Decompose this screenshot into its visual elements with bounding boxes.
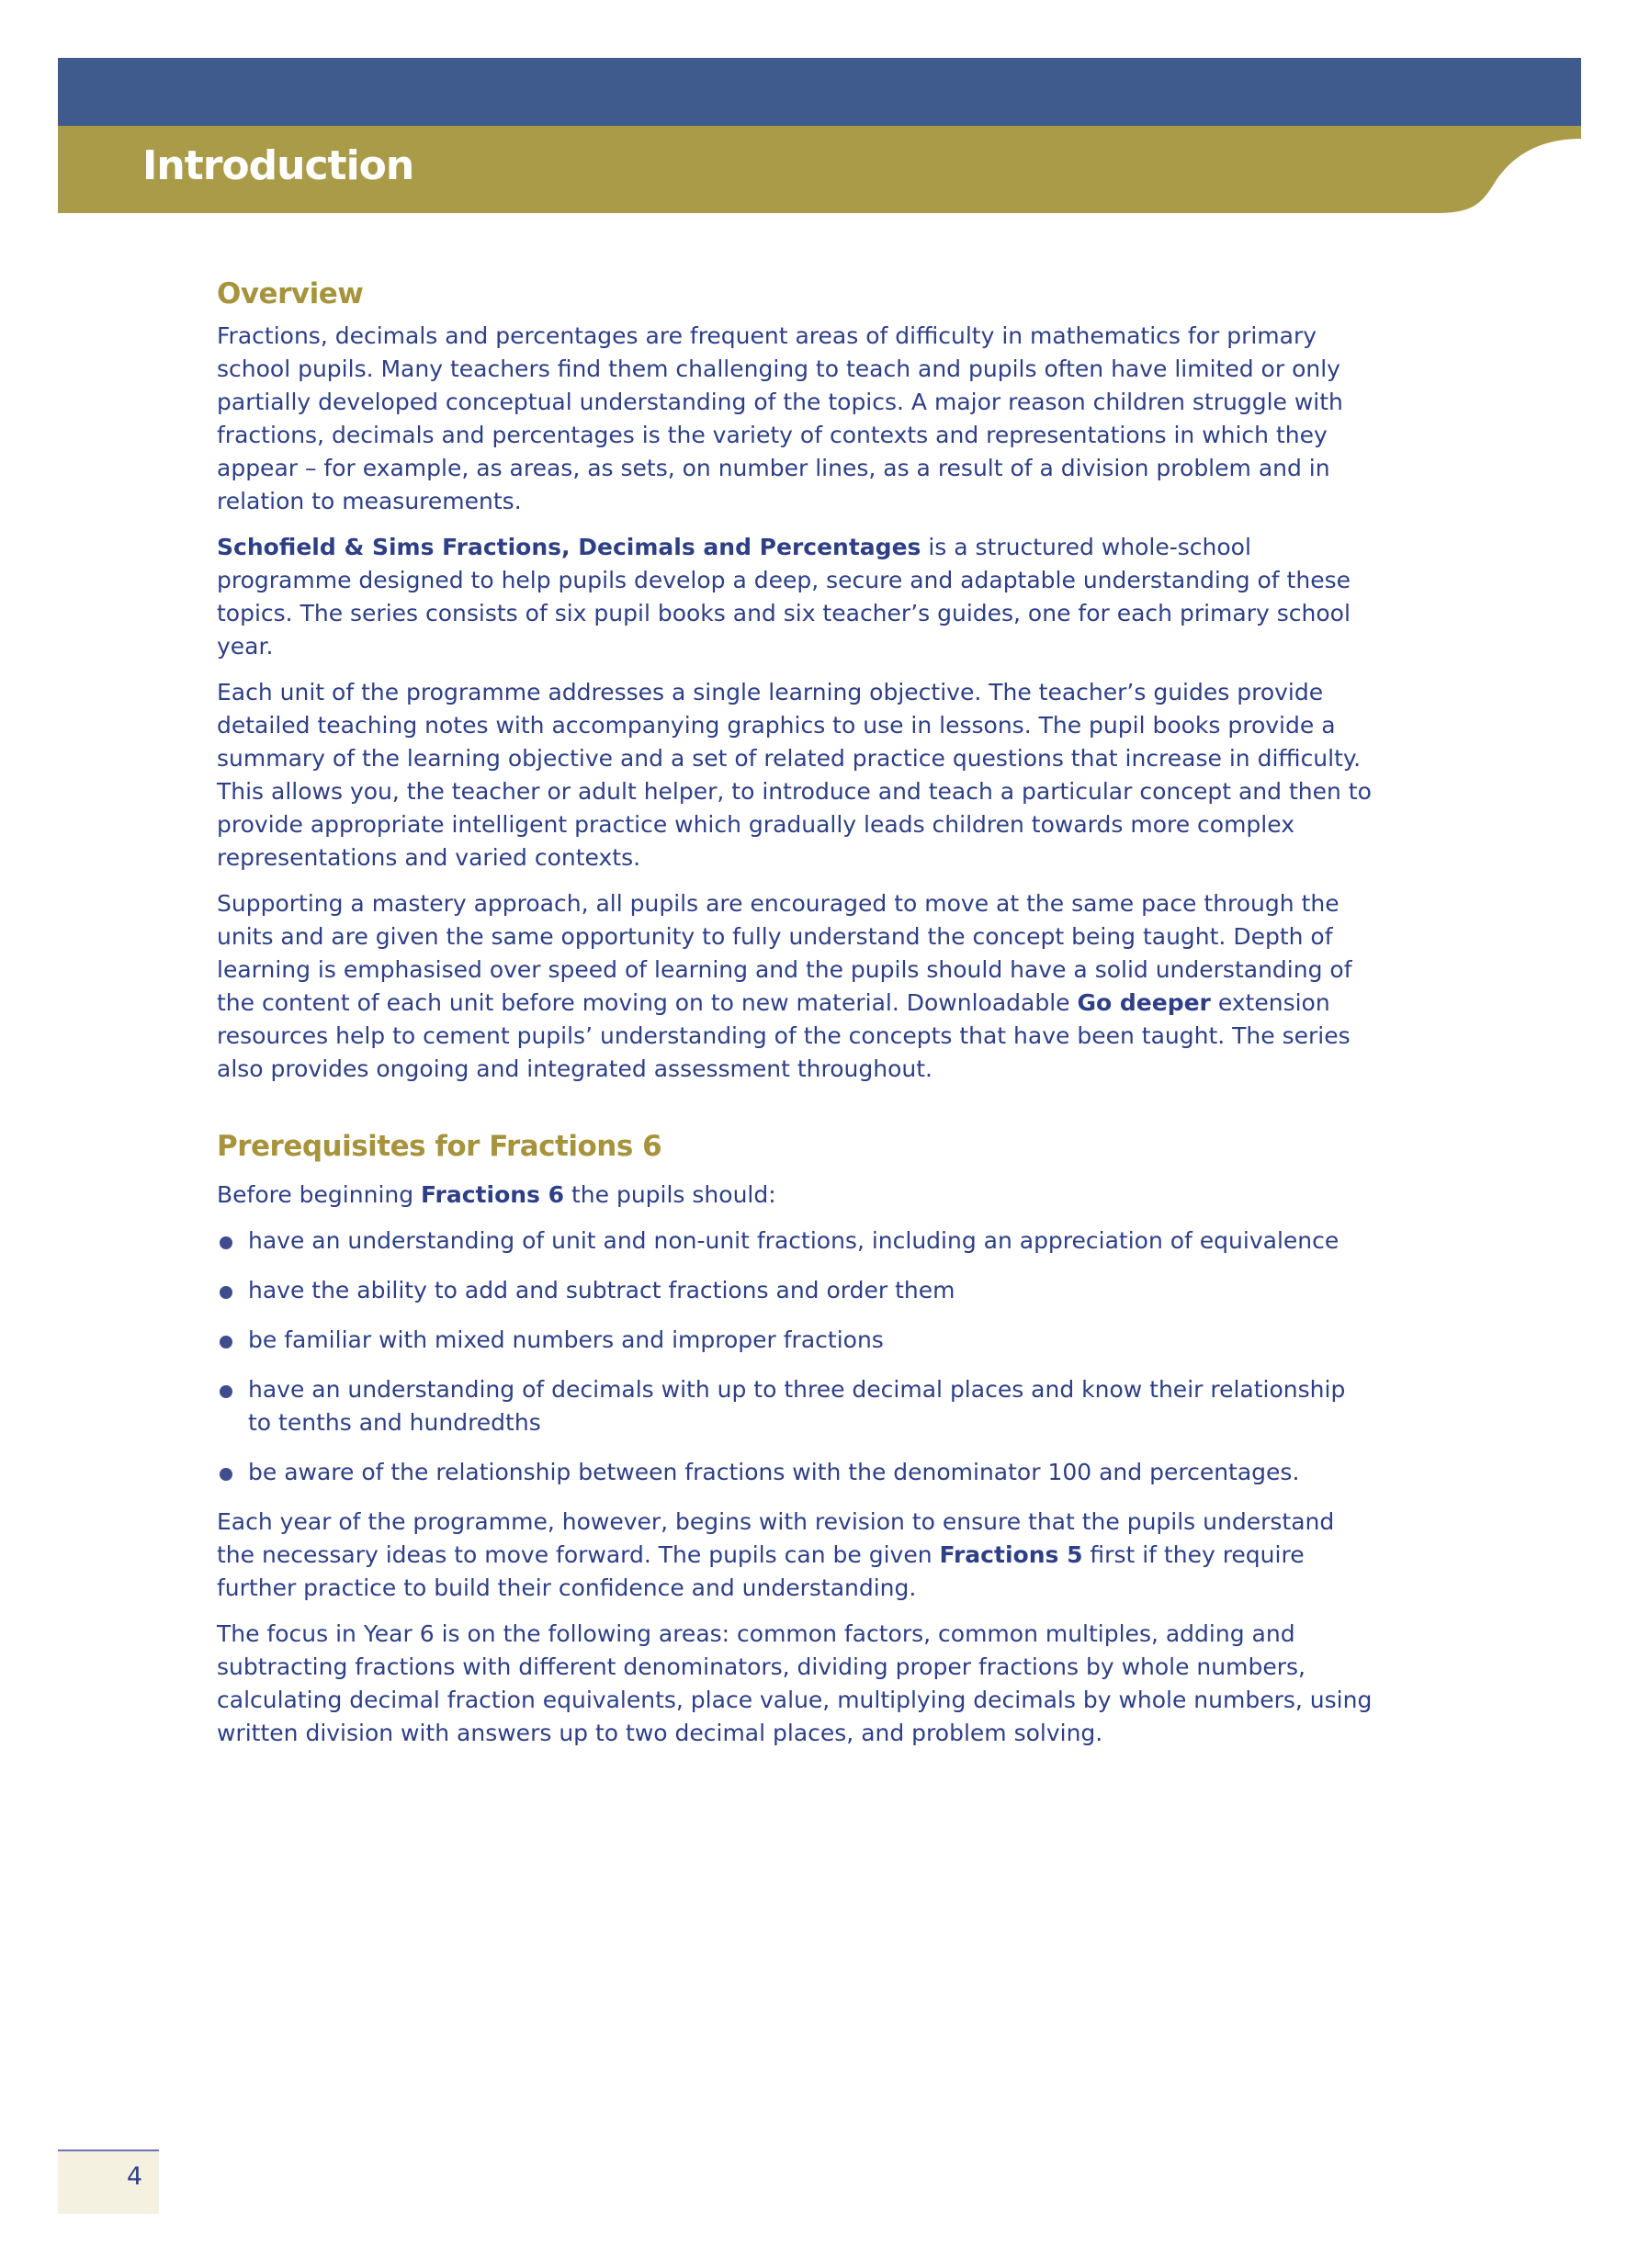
overview-paragraph-2-text: is a structured whole-school programme designed to help pupils develop a deep, secure and adaptable understanding of these topics. The series consists of six pupil books and six teacher’s guides, one for each primary school year. [217, 534, 1351, 660]
page-title: Introduction [142, 142, 414, 189]
overview-paragraph-4-text-b: extension resources help to cement pupils’ understanding of the concepts that have been taught. The series also provides ongoing and integrated assessment throughout. [217, 989, 1351, 1083]
go-deeper-label: Go deeper [1077, 989, 1211, 1017]
revision-paragraph [217, 1506, 1374, 1605]
overview-paragraph-2 [217, 531, 1374, 663]
revision-paragraph-b: first if they require further practice to build their confidence and understanding. [217, 1540, 1305, 1601]
bullet-icon [220, 1286, 232, 1299]
list-item [217, 1456, 1374, 1489]
focus-paragraph: The focus in Year 6 is on the following areas: common factors, common multiples, adding and subtracting fractions with different denominators, dividing proper fractions by whole numbers, calculating decimal fraction equivalents, place value, multiplying decimals by whole numbers, using written division with answers up to two decimal places, and problem solving. [217, 1619, 1373, 1746]
bullet-icon [220, 1468, 232, 1481]
book-name: Fractions 6 [421, 1180, 565, 1208]
series-name: Schofield & Sims Fractions, Decimals and Percentages [217, 534, 921, 561]
page-number-box [58, 2150, 159, 2214]
overview-paragraph-3: Each unit of the programme addresses a single learning objective. The teacher’s guides provide detailed teaching notes with accompanying graphics to use in lessons. The pupil books provide a summary of the learning objective and a set of related practice questions that increase in difficulty. This allows you, the teacher or adult helper, to introduce and teach a particular concept and then to provide appropriate intelligent practice which gradually leads children towards more complex representations and varied contexts. [217, 679, 1372, 872]
header-band-gold [58, 126, 1581, 213]
header-band-blue [58, 58, 1581, 126]
list-item-text: be familiar with mixed numbers and improper fractions [248, 1326, 884, 1353]
list-item-text: be aware of the relationship between fractions with the denominator 100 and percentages. [248, 1458, 1300, 1485]
prerequisites-heading: Prerequisites for Fractions 6 [217, 1130, 662, 1164]
list-item [217, 1373, 1374, 1439]
page-number: 4 [126, 2162, 142, 2191]
bullet-icon [220, 1385, 232, 1398]
overview-paragraph-4-text-a: Supporting a mastery approach, all pupils are encouraged to move at the same pace through the units and are given the same opportunity to fully understand the concept being taught. Depth of learning is emphasised over speed of learning and the pupils should have a solid understanding of the content of each unit before moving on to new material. Downloadable [217, 890, 1352, 1017]
bullet-icon [220, 1236, 232, 1249]
list-item [217, 1274, 1374, 1307]
prerequisites-intro-b: the pupils should: [564, 1180, 776, 1208]
main-content [217, 276, 1374, 1763]
prerequisites-intro [217, 1179, 1374, 1212]
bullet-icon [220, 1336, 232, 1348]
previous-book-name: Fractions 5 [939, 1540, 1083, 1568]
list-item-text: have the ability to add and subtract fractions and order them [248, 1276, 955, 1303]
list-item [217, 1324, 1374, 1357]
overview-paragraph-1: Fractions, decimals and percentages are frequent areas of difficulty in mathematics for primary school pupils. Many teachers find them challenging to teach and pupils often have limited or only partially developed conceptual understanding of the topics. A major reason children struggle with fractions, decimals and percentages is the variety of contexts and representations in which they appear – for example, as areas, as sets, on number lines, as a result of a division problem and in relation to measurements. [217, 322, 1343, 515]
overview-heading: Overview [217, 277, 364, 310]
revision-paragraph-a: Each year of the programme, however, begins with revision to ensure that the pupils understand the necessary ideas to move forward. The pupils can be given [217, 1507, 1335, 1568]
list-item-text: have an understanding of decimals with up to three decimal places and know their relationship to tenths and hundredths [248, 1375, 1346, 1436]
prerequisites-intro-a: Before beginning [217, 1180, 422, 1208]
overview-paragraph-4 [217, 887, 1374, 1086]
list-item-text: have an understanding of unit and non-unit fractions, including an appreciation of equivalence [248, 1226, 1339, 1254]
list-item [217, 1224, 1374, 1258]
prerequisites-list [217, 1224, 1374, 1489]
